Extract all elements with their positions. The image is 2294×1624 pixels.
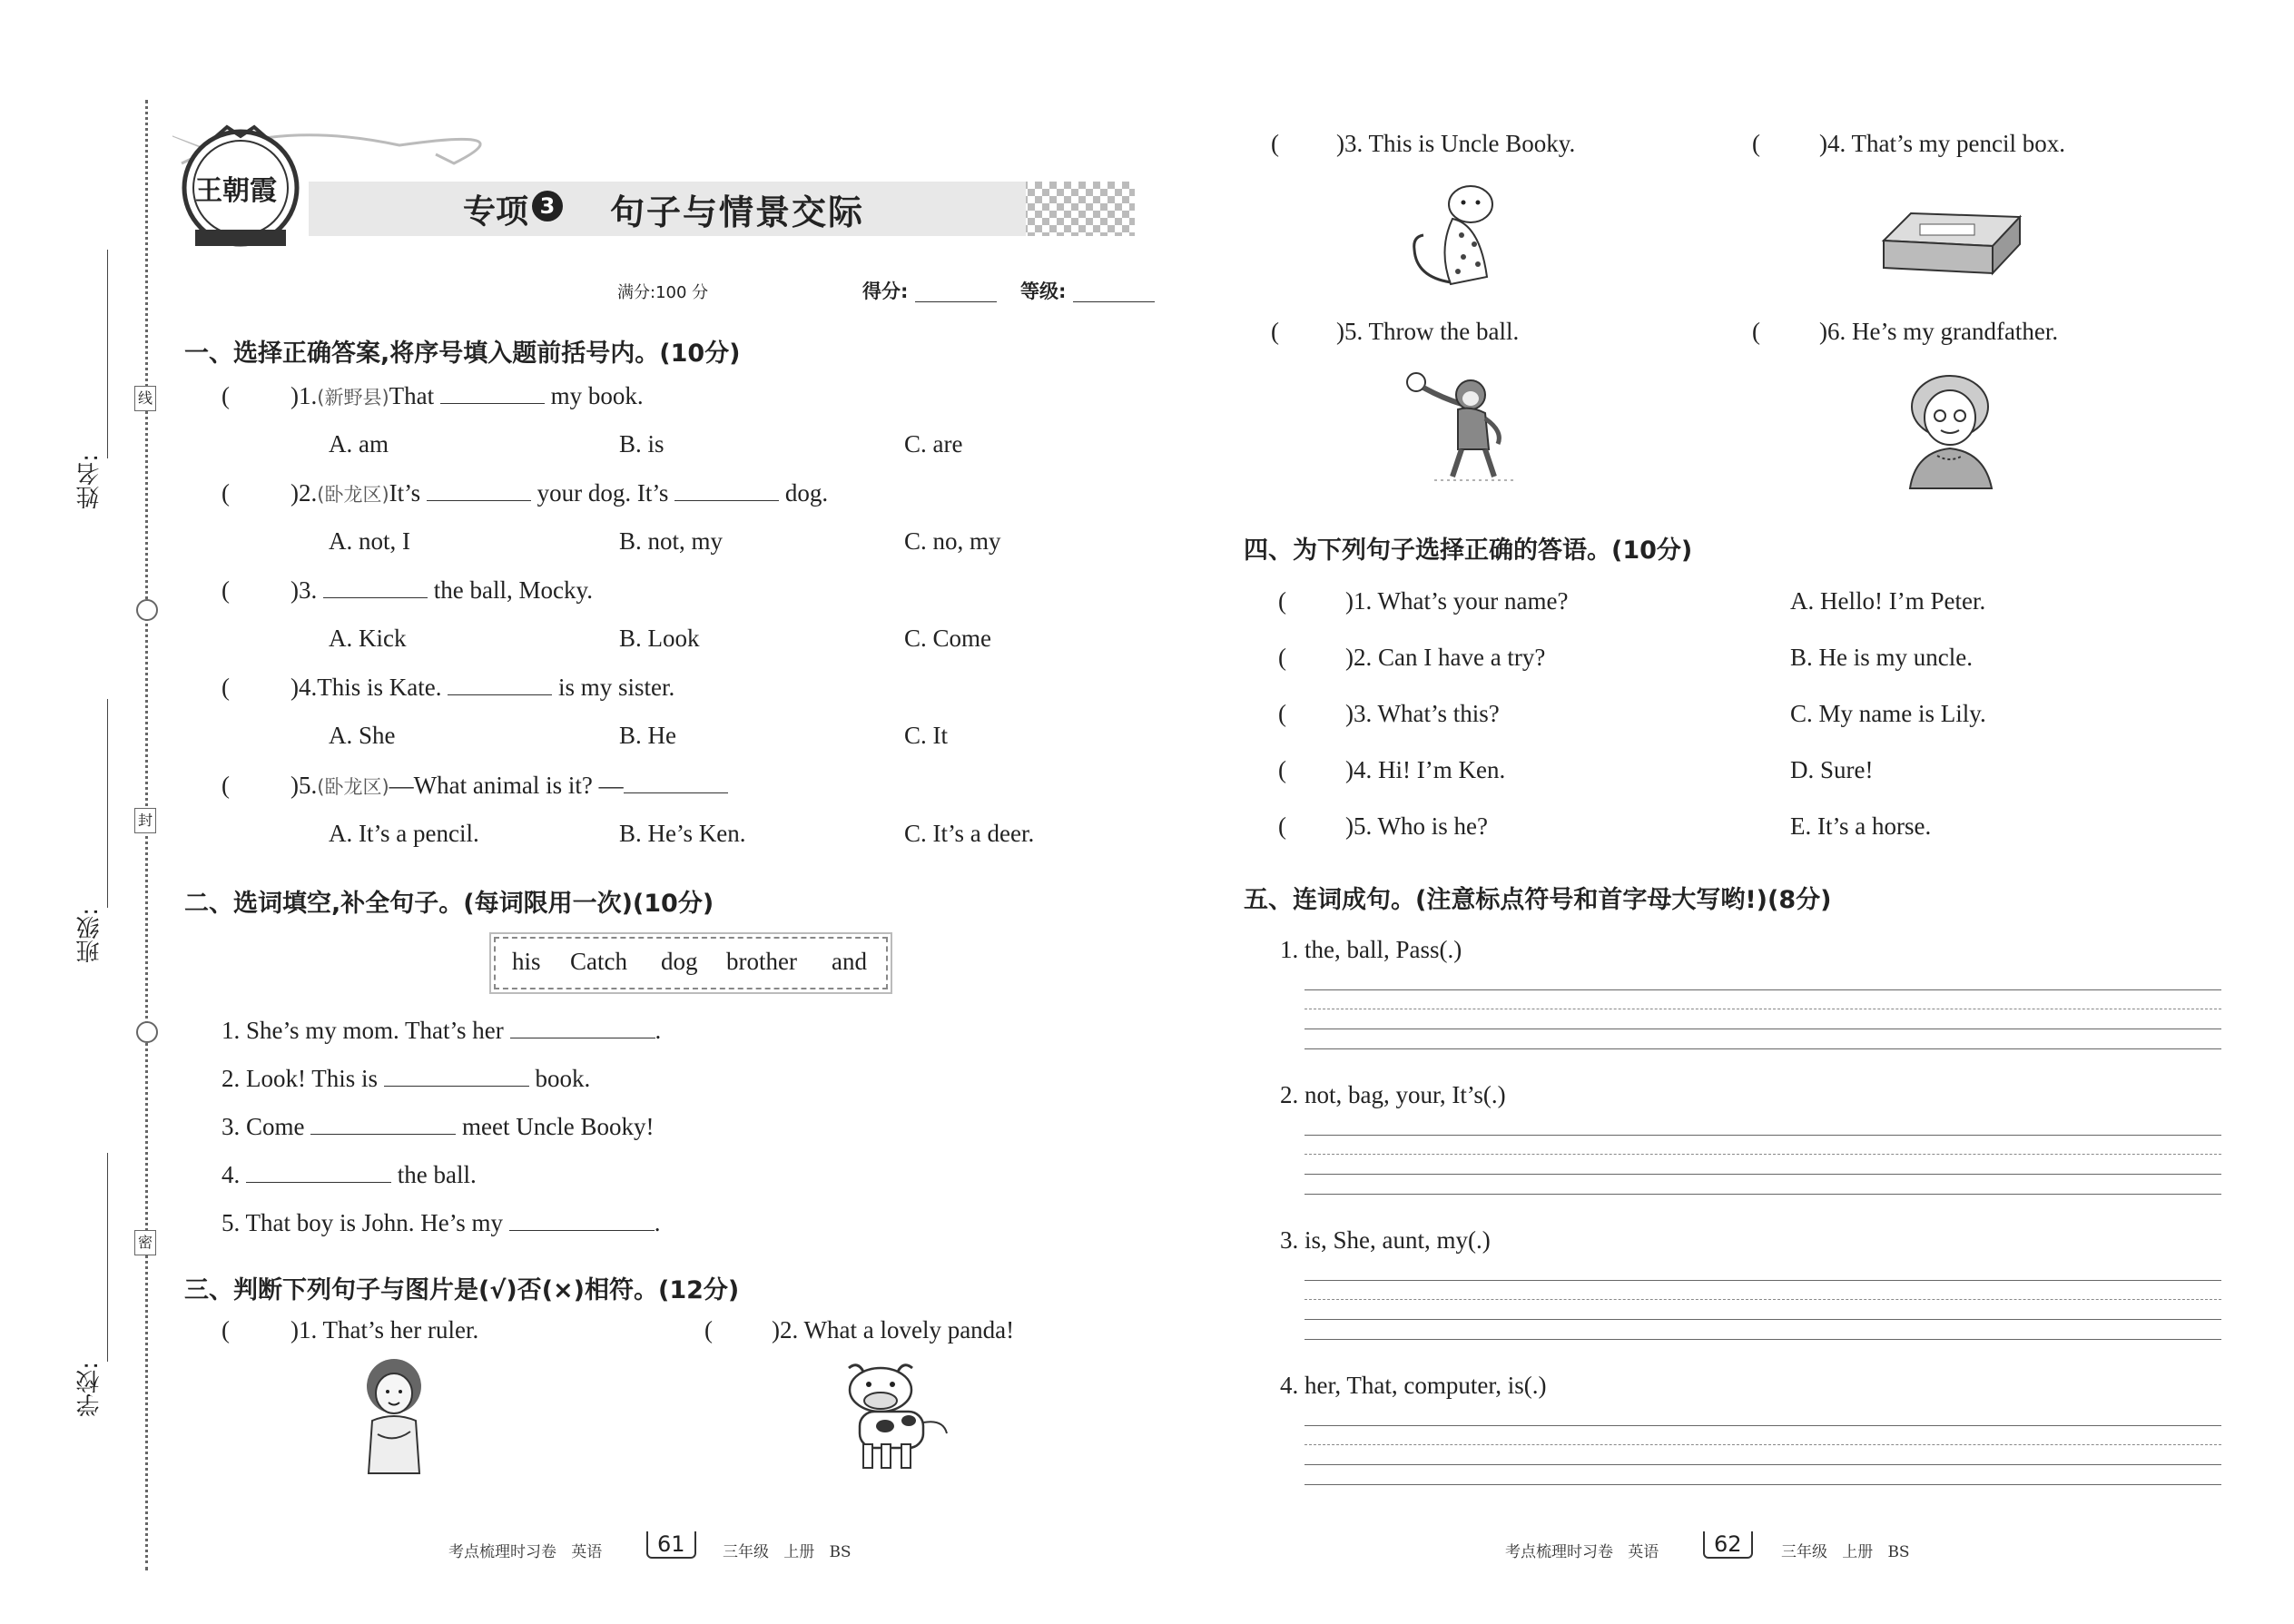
s4-question: )3. What’s this? bbox=[1345, 700, 1500, 727]
s4-answer: D. Sure! bbox=[1790, 756, 1874, 783]
answer-bracket[interactable]: ( bbox=[1278, 812, 1286, 840]
footer-left-meta: 三年级 上册 BS bbox=[723, 1543, 852, 1561]
writing-line[interactable] bbox=[1305, 1425, 2221, 1426]
answer-bracket[interactable]: ( bbox=[222, 479, 230, 507]
section2-heading: 二、选词填空,补全句子。(每词限用一次)(10分) bbox=[184, 890, 714, 918]
answer-blank[interactable] bbox=[510, 1018, 655, 1038]
answer-blank[interactable] bbox=[448, 674, 552, 695]
writing-line[interactable] bbox=[1305, 1280, 2221, 1281]
name-write-line bbox=[107, 250, 108, 458]
writing-line bbox=[1305, 1174, 2221, 1175]
answer-blank[interactable] bbox=[440, 383, 545, 404]
s3-item: )3. This is Uncle Booky. bbox=[1336, 130, 1576, 157]
line-mark: 线 bbox=[134, 386, 156, 411]
option-c: C. It bbox=[904, 722, 949, 749]
s2-item: 3. Come meet Uncle Booky! bbox=[222, 1113, 655, 1140]
s2-item: 1. She’s my mom. That’s her . bbox=[222, 1017, 662, 1044]
page-number-right: 62 bbox=[1703, 1531, 1753, 1559]
section4-heading: 四、为下列句子选择正确的答语。(10分) bbox=[1244, 536, 1693, 565]
word-bank-word: and bbox=[832, 948, 867, 975]
answer-blank[interactable] bbox=[624, 773, 728, 793]
answer-bracket[interactable]: ( bbox=[704, 1316, 713, 1343]
s3-item: )1. That’s her ruler. bbox=[290, 1316, 479, 1343]
section5-heading: 五、连词成句。(注意标点符号和首字母大写哟!)(8分) bbox=[1244, 886, 1832, 914]
name-label: 姓名: bbox=[76, 454, 103, 509]
s5-item: 4. her, That, computer, is(.) bbox=[1280, 1372, 1547, 1399]
binding-hole bbox=[136, 1021, 158, 1043]
full-score: 满分:100 分 bbox=[617, 283, 709, 302]
s4-question: )2. Can I have a try? bbox=[1345, 644, 1546, 671]
s4-answer: A. Hello! I’m Peter. bbox=[1790, 587, 1986, 615]
s2-item: 4. the ball. bbox=[222, 1161, 477, 1188]
s5-item: 3. is, She, aunt, my(.) bbox=[1280, 1226, 1491, 1254]
option-c: C. It’s a deer. bbox=[904, 820, 1035, 847]
score-blank[interactable] bbox=[915, 301, 997, 302]
pencil-box-illustration bbox=[1875, 204, 2029, 281]
answer-bracket[interactable]: ( bbox=[1278, 700, 1286, 727]
binding-hole bbox=[136, 599, 158, 621]
s4-question: )1. What’s your name? bbox=[1345, 587, 1569, 615]
grandmother-illustration bbox=[1897, 372, 2006, 490]
answer-bracket[interactable]: ( bbox=[1271, 130, 1279, 157]
writing-line bbox=[1305, 1194, 2221, 1195]
answer-bracket[interactable]: ( bbox=[1271, 318, 1279, 345]
writing-line bbox=[1305, 1464, 2221, 1465]
answer-bracket[interactable]: ( bbox=[222, 674, 230, 701]
s3-item: )2. What a lovely panda! bbox=[772, 1316, 1015, 1343]
s4-question: )4. Hi! I’m Ken. bbox=[1345, 756, 1506, 783]
seal-mark: 封 bbox=[134, 808, 156, 833]
writing-line bbox=[1305, 1484, 2221, 1485]
s4-question: )5. Who is he? bbox=[1345, 812, 1488, 840]
option-c: C. no, my bbox=[904, 527, 1001, 555]
title-prefix: 专项 bbox=[463, 193, 529, 231]
page-title: 句子与情景交际 bbox=[610, 192, 865, 232]
answer-blank[interactable] bbox=[509, 1210, 655, 1231]
answer-bracket[interactable]: ( bbox=[222, 772, 230, 799]
writing-line[interactable] bbox=[1305, 989, 2221, 990]
s3-item: )4. That’s my pencil box. bbox=[1819, 130, 2065, 157]
answer-bracket[interactable]: ( bbox=[222, 382, 230, 409]
option-b: B. He bbox=[619, 722, 676, 749]
answer-bracket[interactable]: ( bbox=[1752, 318, 1760, 345]
answer-bracket[interactable]: ( bbox=[1752, 130, 1760, 157]
answer-blank[interactable] bbox=[246, 1162, 391, 1183]
school-write-line bbox=[107, 1153, 108, 1362]
footer-right: 考点梳理时习卷 英语 bbox=[1505, 1543, 1659, 1561]
s4-answer: C. My name is Lily. bbox=[1790, 700, 1986, 727]
answer-bracket[interactable]: ( bbox=[1278, 587, 1286, 615]
word-bank-word: Catch bbox=[570, 948, 627, 975]
option-c: C. Come bbox=[904, 625, 992, 652]
answer-bracket[interactable]: ( bbox=[222, 576, 230, 604]
logo-text: 王朝霞 bbox=[195, 175, 277, 207]
footer-right-meta: 三年级 上册 BS bbox=[1781, 1543, 1910, 1561]
section1-heading: 一、选择正确答案,将序号填入题前括号内。(10分) bbox=[184, 340, 741, 368]
answer-blank[interactable] bbox=[674, 480, 779, 501]
writing-line bbox=[1305, 1319, 2221, 1320]
answer-blank[interactable] bbox=[384, 1066, 529, 1087]
grade-blank[interactable] bbox=[1073, 301, 1155, 302]
page-number-left: 61 bbox=[646, 1531, 696, 1559]
answer-bracket[interactable]: ( bbox=[1278, 756, 1286, 783]
option-a: A. am bbox=[329, 430, 389, 458]
monkey-illustration bbox=[1398, 368, 1534, 486]
section3-heading: 三、判断下列句子与图片是(√)否(×)相符。(12分) bbox=[184, 1276, 740, 1304]
class-label: 班级: bbox=[76, 908, 103, 963]
cow-illustration bbox=[831, 1357, 967, 1475]
binding-dotted-line bbox=[145, 100, 148, 1570]
leopard-illustration bbox=[1398, 177, 1516, 295]
class-write-line bbox=[107, 699, 108, 908]
s2-item: 2. Look! This is book. bbox=[222, 1065, 591, 1092]
option-a: A. It’s a pencil. bbox=[329, 820, 479, 847]
answer-bracket[interactable]: ( bbox=[1278, 644, 1286, 671]
option-b: B. is bbox=[619, 430, 665, 458]
writing-line bbox=[1305, 1299, 2221, 1300]
word-bank-word: his bbox=[512, 948, 541, 975]
word-bank-word: dog bbox=[661, 948, 698, 975]
s4-answer: B. He is my uncle. bbox=[1790, 644, 1973, 671]
option-a: A. She bbox=[329, 722, 396, 749]
footer-left: 考点梳理时习卷 英语 bbox=[448, 1543, 603, 1561]
score-label: 得分: bbox=[862, 281, 909, 302]
s3-item: )6. He’s my grandfather. bbox=[1819, 318, 2059, 345]
s3-item: )5. Throw the ball. bbox=[1336, 318, 1520, 345]
s5-item: 1. the, ball, Pass(.) bbox=[1280, 936, 1462, 963]
school-label: 学校: bbox=[76, 1362, 103, 1417]
answer-bracket[interactable]: ( bbox=[222, 1316, 230, 1343]
grade-label: 等级: bbox=[1020, 281, 1067, 302]
title-number-badge: 3 bbox=[532, 191, 563, 221]
option-b: B. He’s Ken. bbox=[619, 820, 746, 847]
dense-mark: 密 bbox=[134, 1230, 156, 1255]
writing-line bbox=[1305, 1444, 2221, 1445]
writing-line bbox=[1305, 1048, 2221, 1049]
answer-blank[interactable] bbox=[310, 1114, 456, 1135]
s4-answer: E. It’s a horse. bbox=[1790, 812, 1932, 840]
writing-line bbox=[1305, 1154, 2221, 1155]
option-c: C. are bbox=[904, 430, 963, 458]
option-a: A. not, I bbox=[329, 527, 410, 555]
answer-blank[interactable] bbox=[323, 577, 428, 598]
writing-line[interactable] bbox=[1305, 1135, 2221, 1136]
option-b: B. not, my bbox=[619, 527, 724, 555]
word-bank-word: brother bbox=[726, 948, 797, 975]
option-a: A. Kick bbox=[329, 625, 407, 652]
option-b: B. Look bbox=[619, 625, 700, 652]
writing-line bbox=[1305, 1339, 2221, 1340]
girl-illustration bbox=[354, 1357, 436, 1475]
s2-item: 5. That boy is John. He’s my . bbox=[222, 1209, 661, 1236]
answer-blank[interactable] bbox=[427, 480, 531, 501]
s5-item: 2. not, bag, your, It’s(.) bbox=[1280, 1081, 1506, 1108]
